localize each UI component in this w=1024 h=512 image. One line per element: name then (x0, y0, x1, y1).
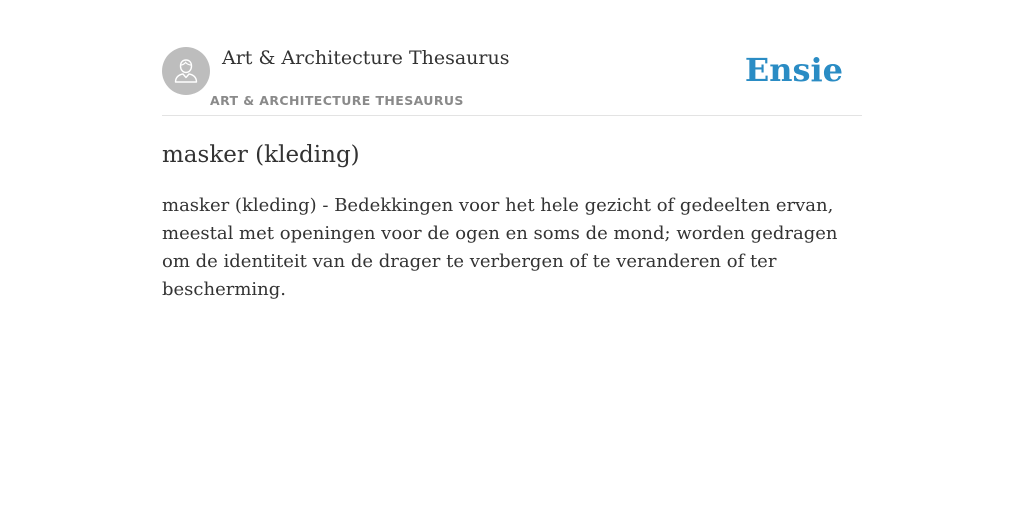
author-subtitle[interactable]: ART & ARCHITECTURE THESAURUS (210, 93, 464, 108)
author-name[interactable]: Art & Architecture Thesaurus (222, 47, 510, 69)
entry-description: masker (kleding) - Bedekkingen voor het hele gezicht of gedeelten ervan, meestal met openingen voor de ogen en soms de mond; worden gedragen om de identiteit van de drager te verbergen of te veranderen of ter bescherming. (162, 195, 838, 300)
avatar[interactable] (162, 47, 210, 95)
entry-title: masker (kleding) (162, 142, 360, 168)
header (162, 0, 862, 116)
user-icon (171, 56, 201, 86)
page-container (162, 0, 862, 512)
brand-logo[interactable]: Ensie (744, 51, 843, 89)
